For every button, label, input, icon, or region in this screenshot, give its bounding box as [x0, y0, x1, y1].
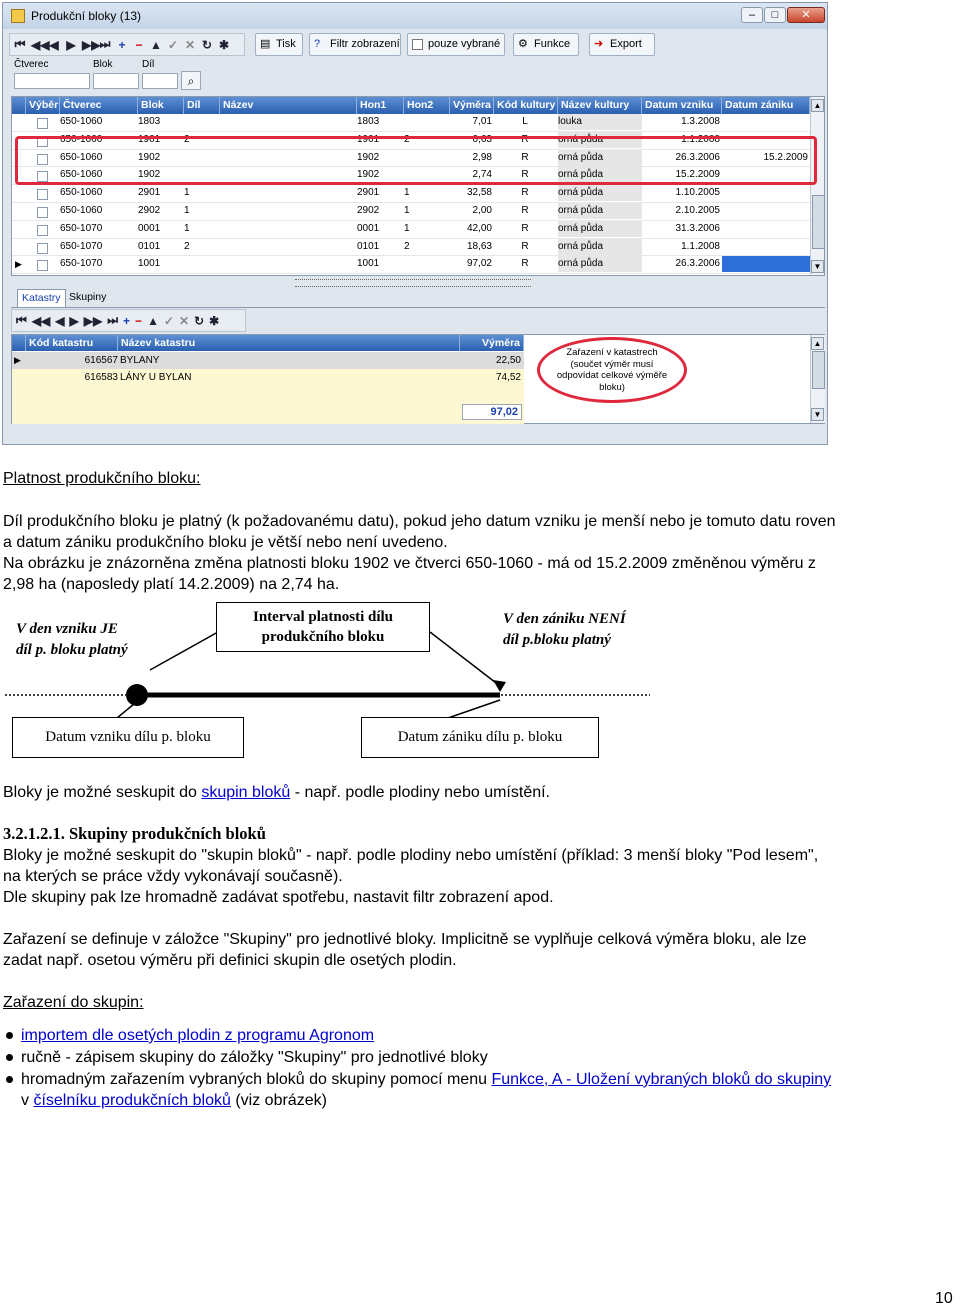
grid-cell [404, 256, 448, 272]
grid-cell [722, 203, 808, 219]
ctverec-input[interactable] [14, 73, 90, 89]
paragraph-validity-1: Díl produkčního bloku je platný (k požadovanému datu), pokud jeho datum vzniku je menší nebo je tomuto datu roven [3, 513, 836, 530]
asterisk-icon[interactable]: ✱ [218, 37, 230, 52]
grid-cell: 650-1070 [60, 222, 103, 234]
refresh-icon[interactable]: ↻ [194, 313, 205, 328]
edit-icon[interactable]: ▲ [147, 313, 159, 328]
close-button[interactable]: ✕ [787, 7, 825, 23]
grid-cell: R [521, 169, 529, 181]
paragraph-validity-2: a datum zániku produkčního bloku je větší nebo není uvedeno. [3, 534, 448, 551]
grid-cell: orná půda [558, 258, 604, 270]
grid-cell: 650-1060 [60, 133, 103, 145]
grid-header [12, 97, 824, 114]
grid-cell [722, 114, 808, 130]
grid-cell: 1902 [138, 151, 161, 163]
grid-cell [722, 221, 808, 237]
next-page-icon[interactable]: ▶▶ [83, 313, 103, 328]
callout-bubble: Zařazení v katastrech (součet výměr musí odpovídat celkové výměře bloku) [537, 337, 687, 403]
print-button[interactable]: ▤ Tisk [255, 33, 303, 56]
cell-kod: 616583 [84, 372, 118, 383]
grid-cell: R [521, 205, 529, 216]
scroll-thumb[interactable] [812, 351, 825, 389]
dil-input[interactable] [142, 73, 178, 89]
grid-cell: 31.3.2006 [675, 222, 720, 234]
grid-cell: 1901 [357, 133, 380, 145]
grid-cell: 15.2.2009 [675, 169, 720, 181]
katastry-scrollbar[interactable] [810, 335, 825, 423]
scroll-up-icon[interactable]: ▲ [811, 337, 824, 350]
grid-cell: R [521, 240, 529, 252]
window-title: Produkční bloky (13) [31, 9, 142, 23]
functions-button[interactable]: ⚙ Funkce [513, 33, 579, 56]
grid-cell: 26.3.2006 [675, 258, 720, 270]
grid-cell [404, 114, 448, 130]
start-valid-label: V den vzniku JE díl p. bloku platný [16, 621, 128, 658]
grid-vertical-scrollbar[interactable] [810, 97, 825, 275]
grid-cell: 42,00 [466, 222, 492, 234]
grid-cell: 2 [404, 240, 410, 252]
blok-input[interactable] [93, 73, 139, 89]
delete-icon[interactable]: − [135, 37, 143, 52]
grid-cell: 1 [404, 187, 410, 199]
col-header-dil[interactable]: Díl [184, 97, 220, 114]
select-checkbox[interactable] [37, 225, 48, 236]
table-row[interactable] [12, 221, 810, 239]
grid-cell: louka [558, 116, 582, 127]
paragraph-groups-2: na kterých se práce vždy vykonávají současně). [3, 868, 343, 885]
select-checkbox[interactable] [37, 118, 48, 129]
col-header-vymera[interactable]: Výměra [460, 335, 524, 351]
record-navigator [9, 33, 245, 56]
grid-cell: 1.1.2008 [681, 133, 720, 145]
paragraph-definition-1: Zařazení se definuje v záložce "Skupiny" pro jednotlivé bloky. Implicitně se vyplňuje celková výměra bloku, ale lze [3, 931, 807, 948]
grid-cell: 1803 [138, 116, 161, 127]
bullet-icon [6, 1032, 13, 1039]
filter-button[interactable]: ? Filtr zobrazení [309, 33, 401, 56]
grid-cell: 1 [184, 205, 190, 216]
page-number: 10 [935, 1290, 953, 1307]
cell-vymera: 74,52 [495, 372, 521, 383]
app-icon [11, 9, 25, 23]
bullet-icon [6, 1076, 13, 1083]
grid-cell: 97,02 [466, 258, 492, 270]
cell-nazev: LÁNY U BYLAN [120, 372, 192, 383]
grid-cell: 7,01 [472, 116, 492, 127]
groups-sentence: Bloky je možné seskupit do skupin bloků - např. podle plodiny nebo umístění. [3, 784, 550, 801]
next-record-icon[interactable]: ▶ [66, 37, 76, 52]
grid-cell: 32,58 [466, 187, 492, 199]
grid-cell: 1902 [357, 151, 380, 163]
grid-cell: 2902 [357, 205, 380, 216]
col-header-ctverec[interactable]: Čtverec [60, 97, 138, 114]
col-header-vymera[interactable]: Výměra [450, 97, 494, 114]
table-row[interactable] [12, 203, 810, 221]
current-row-icon: ▶ [15, 259, 22, 270]
main-toolbar [9, 33, 819, 58]
grid-cell: 1 [184, 187, 190, 199]
total-vymera: 97,02 [462, 404, 522, 420]
ctverec-label: Čtverec [14, 59, 49, 70]
cancel-icon[interactable]: ✕ [184, 37, 196, 52]
table-row[interactable] [12, 256, 810, 274]
grid-cell [722, 256, 808, 272]
grid-cell: 26.3.2006 [675, 151, 720, 163]
scroll-up-icon[interactable]: ▲ [811, 99, 824, 112]
end-date-box: Datum zániku dílu p. bloku [361, 717, 599, 758]
validity-interval-box: Interval platnosti dílu produkčního bloku [216, 602, 430, 652]
grid-cell [184, 114, 218, 130]
grid-cell: 2 [184, 240, 190, 252]
grid-cell: L [522, 116, 528, 127]
katastry-empty-area [12, 386, 524, 424]
grid-cell: orná půda [558, 169, 604, 181]
select-checkbox[interactable] [37, 260, 48, 271]
prior-record-icon[interactable]: ◀ [55, 313, 65, 328]
row-indicator-header [12, 97, 26, 114]
grid-cell: 2 [404, 133, 410, 145]
grid-cell: 650-1060 [60, 205, 103, 216]
grid-cell: orná půda [558, 222, 604, 234]
refresh-icon[interactable]: ↻ [201, 37, 213, 52]
col-header-datum-vzniku[interactable]: Datum vzniku [642, 97, 722, 114]
table-row[interactable] [12, 352, 524, 369]
validity-heading: Platnost produkčního bloku: [3, 470, 201, 487]
cell-nazev: BYLANY [120, 355, 160, 366]
bullet-import [21, 1025, 951, 1046]
current-row-icon: ▶ [14, 355, 21, 365]
first-record-icon[interactable]: ⏮ [14, 37, 26, 51]
grid-cell: 650-1060 [60, 151, 103, 163]
grid-cell: 0,63 [472, 133, 492, 145]
last-record-icon[interactable]: ⏭ [107, 313, 119, 327]
export-icon: ➜ [594, 38, 604, 50]
grid-cell: 2901 [138, 187, 161, 199]
grid-cell: 1901 [138, 133, 161, 145]
grid-cell: orná půda [558, 151, 604, 163]
select-checkbox[interactable] [37, 243, 48, 254]
grid-cell: R [521, 133, 529, 145]
col-header-blok[interactable]: Blok [138, 97, 184, 114]
grid-cell: 1001 [357, 258, 380, 270]
grid-cell: R [521, 151, 529, 163]
insert-icon[interactable]: + [123, 313, 131, 328]
section-heading: 3.2.1.2.1. Skupiny produkčních bloků [3, 824, 266, 843]
grid-cell [220, 239, 355, 255]
grid-cell [220, 256, 355, 272]
tab-skupiny[interactable]: Skupiny [69, 291, 107, 303]
grid-cell: orná půda [558, 205, 604, 216]
katastry-grid [11, 334, 825, 424]
blocks-grid [11, 96, 825, 276]
table-row[interactable] [12, 114, 810, 132]
grid-cell: 0001 [138, 222, 161, 234]
paragraph-groups-3: Dle skupiny pak lze hromadně zadávat spotřebu, nastavit filtr zobrazení apod. [3, 889, 554, 906]
prior-page-icon[interactable]: ◀◀ [31, 37, 50, 52]
printer-icon: ▤ [260, 38, 271, 50]
col-header-datum-zaniku[interactable]: Datum zániku [722, 97, 810, 114]
table-row[interactable] [12, 239, 810, 257]
grid-cell: 0101 [357, 240, 380, 252]
grid-cell: 650-1070 [60, 240, 103, 252]
grid-cell: 650-1060 [60, 116, 103, 127]
prior-record-icon[interactable]: ◀ [49, 37, 59, 52]
scroll-thumb[interactable] [812, 195, 825, 249]
binoculars-icon[interactable]: ⌕ [181, 71, 201, 90]
filter-icon: ? [314, 38, 321, 50]
grid-cell [220, 203, 355, 219]
assign-heading: Zařazení do skupin: [3, 994, 144, 1011]
validity-diagram [0, 600, 660, 765]
delete-icon[interactable]: − [135, 313, 143, 328]
groups-link[interactable]: skupin bloků [201, 784, 291, 801]
grid-cell: 2 [184, 133, 190, 145]
only-selected-toggle[interactable]: pouze vybrané [407, 33, 505, 56]
grid-cell: 1 [184, 222, 190, 234]
scroll-down-icon[interactable]: ▼ [811, 408, 824, 421]
col-header-kod-katastru[interactable]: Kód katastru [26, 335, 118, 351]
grid-cell: 2,98 [472, 151, 492, 163]
minimize-button[interactable]: – [741, 7, 763, 23]
paragraph-groups-1: Bloky je možné seskupit do "skupin bloků" - např. podle plodiny nebo umístění (příklad: 3 menší bloky "Pod lesem", [3, 847, 819, 864]
post-icon[interactable]: ✓ [163, 313, 175, 328]
grid-cell: 0101 [138, 240, 161, 252]
select-checkbox[interactable] [37, 189, 48, 200]
col-header-kod-kultury[interactable]: Kód kultury [494, 97, 558, 114]
paragraph-definition-2: zadat např. osetou výměru při definici skupin dle osetých plodin. [3, 952, 457, 969]
bullet-manual: ručně - zápisem skupiny do záložky "Skupiny" pro jednotlivé bloky [21, 1049, 488, 1066]
grid-cell: R [521, 258, 529, 270]
export-button[interactable]: ➜ Export [589, 33, 655, 56]
dil-label: Díl [142, 59, 155, 70]
detail-navigator [11, 309, 246, 332]
grid-cell: orná půda [558, 240, 604, 252]
maximize-button[interactable]: □ [764, 7, 786, 23]
col-header-nazev-katastru[interactable]: Název katastru [118, 335, 460, 351]
grid-cell: orná půda [558, 133, 604, 145]
grid-cell: R [521, 187, 529, 199]
cell-vymera: 22,50 [495, 355, 521, 366]
col-header-nazev-kultury[interactable]: Název kultury [558, 97, 642, 114]
grid-cell: 2902 [138, 205, 161, 216]
asterisk-icon[interactable]: ✱ [209, 313, 220, 328]
grid-cell [220, 221, 355, 237]
grid-cell: 1902 [138, 169, 161, 181]
paragraph-example-2: 2,98 ha (naposledy platí 14.2.2009) na 2,74 ha. [3, 576, 340, 593]
scroll-down-icon[interactable]: ▼ [811, 260, 824, 273]
bullet-bulk-line2: v číselníku produkčních bloků (viz obrázek) [21, 1092, 327, 1109]
edit-icon[interactable]: ▲ [150, 37, 162, 52]
checkbox-icon [412, 39, 423, 50]
grid-cell: R [521, 222, 529, 234]
grid-cell: 1 [404, 222, 410, 234]
grid-cell: 650-1060 [60, 169, 103, 181]
grid-cell: 1001 [138, 258, 161, 270]
first-record-icon[interactable]: ⏮ [16, 313, 27, 327]
grid-cell: 2,00 [472, 205, 492, 216]
paragraph-example-1: Na obrázku je znázorněna změna platnosti bloku 1902 ve čtverci 650-1060 - má od 15.2.2009 změněnou výměru z [3, 555, 816, 572]
grid-cell: 2.10.2005 [675, 205, 720, 216]
col-header-vyber[interactable]: Výběr [26, 97, 60, 114]
grid-cell [220, 114, 355, 130]
cancel-icon[interactable]: ✕ [179, 313, 190, 328]
insert-icon[interactable]: + [118, 37, 126, 52]
last-record-icon[interactable]: ⏭ [99, 37, 111, 51]
col-header-hon1[interactable]: Hon1 [357, 97, 404, 114]
end-invalid-label: V den zániku NENÍ díl p.bloku platný [503, 611, 626, 648]
grid-cell: 1803 [357, 116, 380, 127]
grid-cell: orná půda [558, 187, 604, 199]
grid-cell [722, 185, 808, 201]
table-row[interactable] [12, 185, 810, 203]
next-page-icon[interactable]: ▶▶ [82, 37, 101, 52]
grid-cell: 18,63 [466, 240, 492, 252]
row-indicator-header [12, 335, 26, 351]
select-checkbox[interactable] [37, 207, 48, 218]
grid-cell: 0001 [357, 222, 380, 234]
bullet-icon [6, 1054, 13, 1061]
functions-menu-link[interactable]: Funkce, A - Uložení vybraných bloků do skupiny [491, 1071, 832, 1088]
grid-cell: 2,74 [472, 169, 492, 181]
katastry-header [12, 335, 524, 351]
codebook-link[interactable]: číselníku produkčních bloků [33, 1092, 231, 1109]
tab-divider [11, 307, 825, 308]
tab-katastry[interactable]: Katastry [17, 289, 66, 307]
col-header-nazev[interactable]: Název [220, 97, 357, 114]
grid-cell: 15.2.2009 [763, 151, 808, 163]
title-bar [3, 3, 827, 29]
grid-cell [722, 239, 808, 255]
grid-cell: 1.10.2005 [675, 187, 720, 199]
table-row[interactable] [12, 369, 524, 386]
import-link[interactable]: importem dle osetých plodin z programu Agronom [21, 1027, 375, 1044]
grid-cell: 1.3.2008 [681, 116, 720, 127]
grid-cell: 2901 [357, 187, 380, 199]
bullet-bulk: hromadným zařazením vybraných bloků do skupiny pomocí menu Funkce, A - Uložení vybraných bloků do skupiny [21, 1071, 832, 1088]
functions-icon: ⚙ [518, 38, 528, 50]
grid-cell: 650-1060 [60, 187, 103, 199]
grid-cell: 1.1.2008 [681, 240, 720, 252]
col-header-hon2[interactable]: Hon2 [404, 97, 450, 114]
cell-kod: 616567 [84, 355, 118, 366]
next-record-icon[interactable]: ▶ [69, 313, 79, 328]
start-date-box: Datum vzniku dílu p. bloku [12, 717, 244, 758]
grid-cell [184, 256, 218, 272]
grid-cell: 1 [404, 205, 410, 216]
highlight-rectangle [15, 136, 817, 185]
grid-cell [220, 185, 355, 201]
app-window [2, 2, 828, 445]
grid-cell: 650-1070 [60, 258, 103, 270]
post-icon[interactable]: ✓ [167, 37, 179, 52]
blok-label: Blok [93, 59, 113, 70]
prior-page-icon[interactable]: ◀◀ [31, 313, 51, 328]
grid-cell: 1902 [357, 169, 380, 181]
splitter-handle[interactable] [295, 279, 531, 287]
